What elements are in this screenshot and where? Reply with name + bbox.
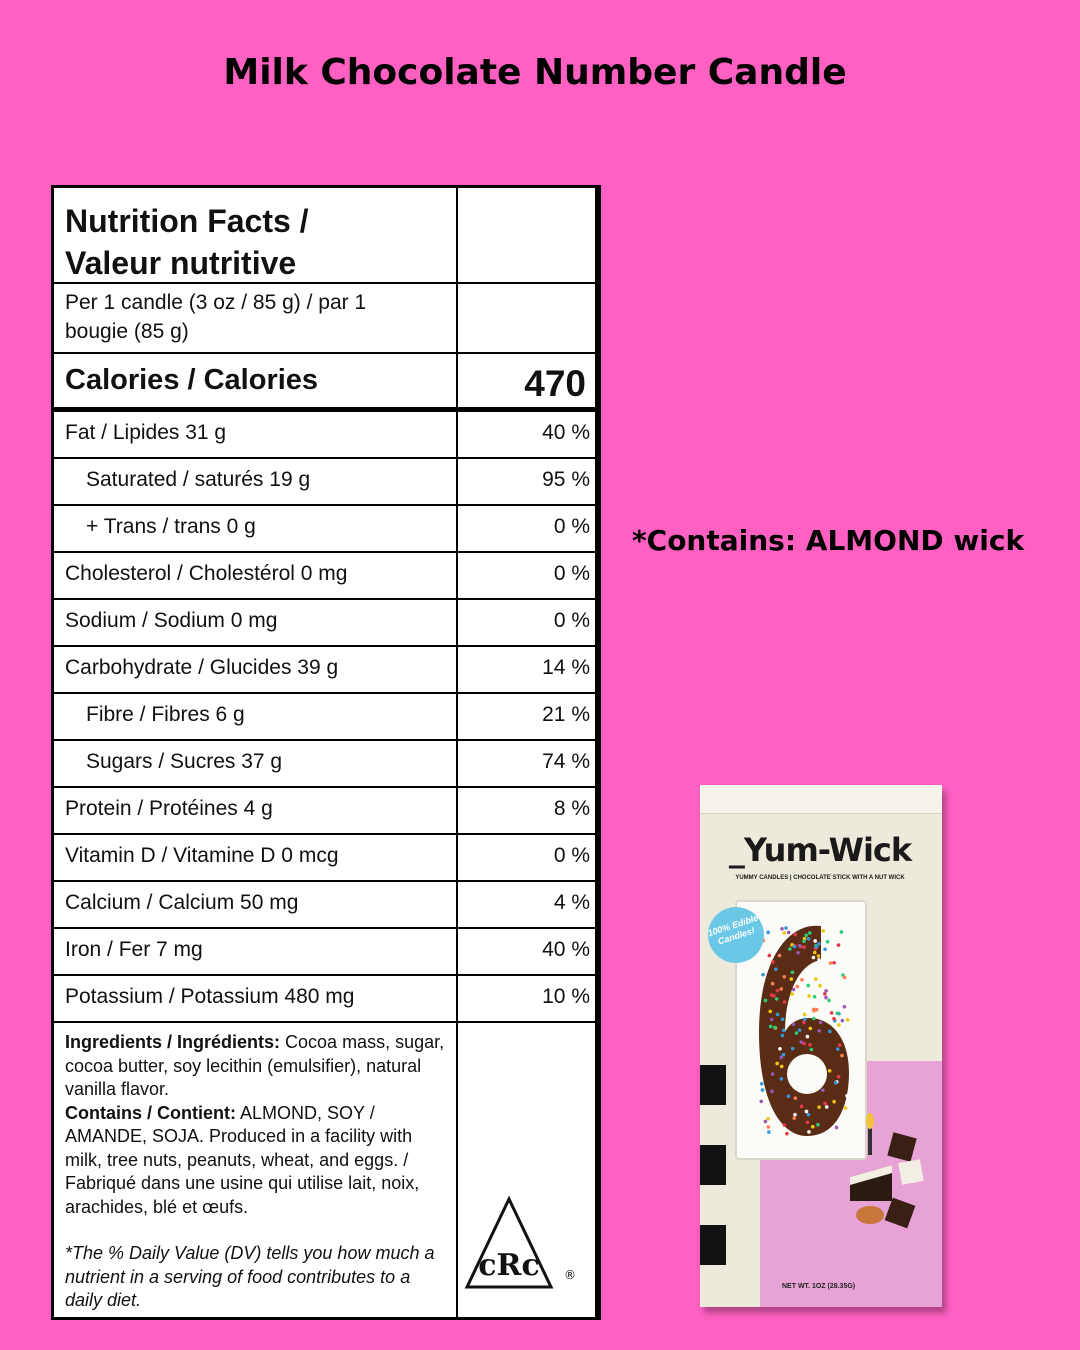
- serving-line-2: bougie (85 g): [65, 320, 189, 343]
- nutrition-heading-fr: Valeur nutritive: [65, 245, 297, 281]
- nutrient-label: Vitamin D / Vitamine D 0 mcg: [65, 844, 339, 867]
- nutrient-label: Carbohydrate / Glucides 39 g: [65, 656, 339, 679]
- nutrient-label: Fat / Lipides 31 g: [65, 421, 227, 444]
- nutrient-row: [54, 788, 598, 835]
- daily-value-note: *The % Daily Value (DV) tells you how much a nutrient in a serving of food contributes to a daily diet.: [65, 1243, 435, 1310]
- nutrient-row: [54, 647, 598, 694]
- nutrient-daily-value: 0 %: [553, 562, 590, 585]
- serving-size: [65, 288, 366, 346]
- nutrient-row: [54, 459, 598, 506]
- nutrient-label: + Trans / trans 0 g: [86, 515, 256, 538]
- nutrient-row: [54, 835, 598, 882]
- nutrient-daily-value: 4 %: [553, 891, 590, 914]
- nutrient-daily-value: 14 %: [542, 656, 590, 679]
- calories-label: Calories / Calories: [65, 364, 319, 396]
- nutrient-row: [54, 506, 598, 553]
- contains-text: ALMOND, SOY / AMANDE, SOJA. Produced in a facility with milk, tree nuts, peanuts, wheat, and eggs. / Fabriqué dans une usine qui utilise lait, noix, arachides, blé et œufs.: [65, 1102, 420, 1217]
- crc-registered: ®: [564, 1268, 576, 1282]
- nutrient-daily-value: 40 %: [542, 421, 590, 444]
- nutrition-heading-en: Nutrition Facts /: [65, 203, 309, 239]
- nutrient-daily-value: 10 %: [542, 985, 590, 1008]
- nutrition-heading: [65, 200, 309, 284]
- nutrient-row: [54, 741, 598, 788]
- ingredients-label: Ingredients / Ingrédients:: [65, 1032, 281, 1052]
- calories-row: [54, 354, 598, 412]
- checker-stripe: [700, 1065, 726, 1305]
- cake-illustration-icon: [840, 1105, 940, 1235]
- nutrient-row: [54, 412, 598, 459]
- ingredients-block: [65, 1031, 450, 1219]
- crc-kosher-icon: [459, 1191, 579, 1301]
- nutrient-label: Iron / Fer 7 mg: [65, 938, 203, 961]
- nutrient-label: Potassium / Potassium 480 mg: [65, 985, 355, 1008]
- crc-mark-text: cRc: [478, 1248, 540, 1283]
- nutrient-label: Calcium / Calcium 50 mg: [65, 891, 299, 914]
- edible-badge: 100% Edible Candles!: [701, 900, 772, 971]
- nutrient-daily-value: 0 %: [553, 609, 590, 632]
- serving-row: [54, 284, 598, 354]
- nutrient-daily-value: 8 %: [553, 797, 590, 820]
- nutrient-daily-value: 0 %: [553, 515, 590, 538]
- page-title: Milk Chocolate Number Candle: [223, 52, 847, 93]
- allergen-note: *Contains: ALMOND wick: [632, 524, 1025, 557]
- calories-value: 470: [524, 363, 586, 404]
- nutrient-daily-value: 95 %: [542, 468, 590, 491]
- nutrient-label: Sugars / Sucres 37 g: [86, 750, 283, 773]
- nutrient-label: Protein / Protéines 4 g: [65, 797, 273, 820]
- serving-line-1: Per 1 candle (3 oz / 85 g) / par 1: [65, 291, 367, 314]
- nutrient-row: [54, 882, 598, 929]
- nutrient-label: Saturated / saturés 19 g: [86, 468, 311, 491]
- nutrient-daily-value: 0 %: [553, 844, 590, 867]
- nutrient-daily-value: 40 %: [542, 938, 590, 961]
- nutrition-facts-panel: [51, 185, 601, 1320]
- nutrient-row: [54, 929, 598, 976]
- nutrient-daily-value: 21 %: [542, 703, 590, 726]
- nutrient-label: Fibre / Fibres 6 g: [86, 703, 245, 726]
- nutrient-row: [54, 694, 598, 741]
- product-box-image: [700, 785, 942, 1307]
- nutrition-header-row: [54, 188, 598, 284]
- brand-tagline: YUMMY CANDLES | CHOCOLATE STICK WITH A NUT WICK: [735, 875, 905, 881]
- nutrient-row: [54, 976, 598, 1023]
- nutrient-label: Sodium / Sodium 0 mg: [65, 609, 278, 632]
- box-flap: [700, 785, 942, 814]
- ingredients-text: Cocoa mass, sugar, cocoa butter, soy lecithin (emulsifier), natural vanilla flavor.: [65, 1032, 445, 1099]
- nutrient-label: Cholesterol / Cholestérol 0 mg: [65, 562, 348, 585]
- nutrient-row: [54, 600, 598, 647]
- nutrient-daily-value: 74 %: [542, 750, 590, 773]
- nutrient-row: [54, 553, 598, 600]
- contains-label: Contains / Contient:: [65, 1102, 236, 1123]
- brand-logo: _Yum-Wick: [728, 831, 912, 869]
- net-weight: NET WT. 1OZ (28.35G): [782, 1283, 856, 1290]
